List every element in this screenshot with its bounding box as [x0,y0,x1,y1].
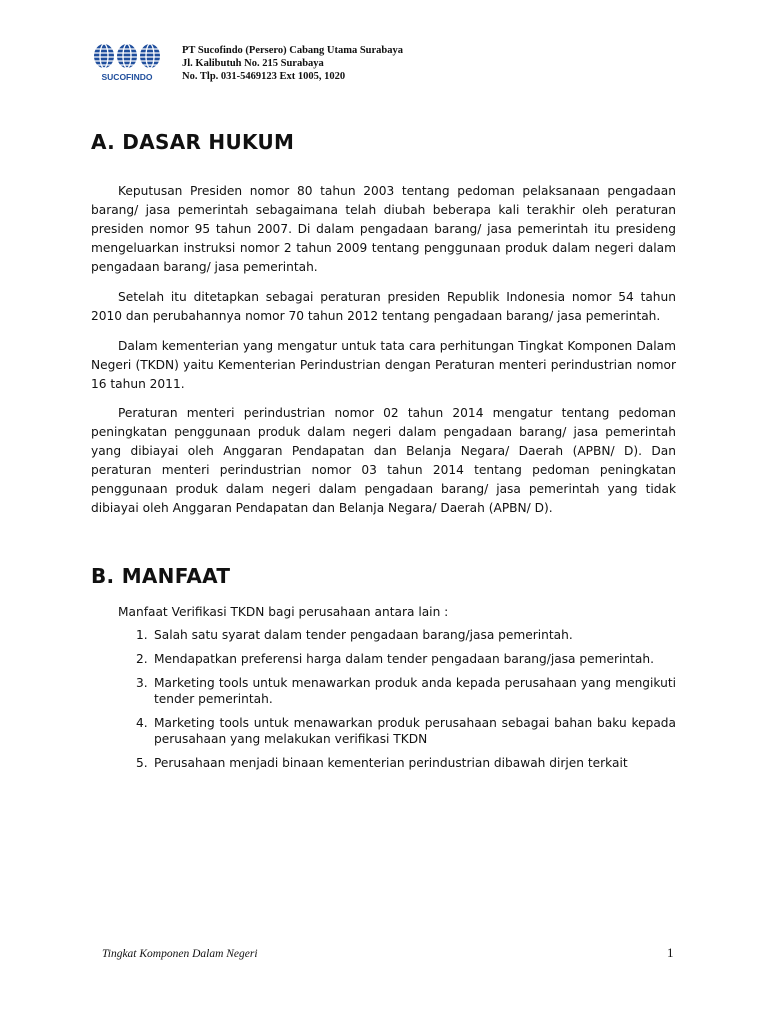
list-item [136,627,676,643]
section-a-paragraph-3: Dalam kementerian yang mengatur untuk tata cara perhitungan Tingkat Komponen Dalam Negeri (TKDN) yaitu Kementerian Perindustrian dengan Peraturan menteri perindustrian nomor 16 tahun 2011. [91,339,676,391]
list-item-text: Mendapatkan preferensi harga dalam tender pengadaan barang/jasa pemerintah. [154,652,654,666]
sucofindo-logo [92,42,162,84]
list-item-number: 3. [136,676,148,690]
section-a-paragraph-1: Keputusan Presiden nomor 80 tahun 2003 tentang pedoman pelaksanaan pengadaan barang/ jasa pemerintah sebagaimana telah diubah beberapa kali terakhir oleh peraturan presiden nomor 95 tahun 2007. Di dalam pengadaan barang/ jasa pemerintah itu presideng mengeluarkan instruksi nomor 2 tahun 2009 tentang penggunaan produk dalam negeri dalam pengadaan barang/ jasa pemerintah. [91,184,676,274]
list-item-text: Marketing tools untuk menawarkan produk anda kepada perusahaan yang mengikuti tender pemerintah. [154,676,676,706]
section-a-paragraph-2: Setelah itu ditetapkan sebagai peraturan presiden Republik Indonesia nomor 54 tahun 2010 dan perubahannya nomor 70 tahun 2012 tentang pengadaan barang/ jasa pemerintah. [91,290,676,323]
benefit-list [136,627,676,779]
footer-title: Tingkat Komponen Dalam Negeri [102,948,258,960]
list-item-text: Marketing tools untuk menawarkan produk perusahaan sebagai bahan baku kepada perusahaan yang melakukan verifikasi TKDN [154,716,676,746]
list-item-number: 2. [136,652,148,666]
list-item [136,651,676,667]
list-item [136,755,676,771]
list-item [136,715,676,747]
list-item-text: Salah satu syarat dalam tender pengadaan barang/jasa pemerintah. [154,628,573,642]
page-number: 1 [667,945,674,960]
company-name: PT Sucofindo (Persero) Cabang Utama Surabaya [182,45,403,56]
list-item-number: 1. [136,628,148,642]
section-a-paragraph-4: Peraturan menteri perindustrian nomor 02 tahun 2014 mengatur tentang pedoman peningkatan penggunaan produk dalam negeri dalam pengadaan barang/ jasa pemerintah yang dibiayai oleh Anggaran Pendapatan dan Belanja Negara/ Daerah (APBN/ D). Dan peraturan menteri perindustrian nomor 03 tahun 2014 tentang pedoman peningkatan penggunaan produk dalam negeri dalam pengadaan barang/ jasa pemerintah yang tidak dibiayai oleh Anggaran Pendapatan dan Belanja Negara/ Daerah (APBN/ D). [91,406,676,515]
section-b-title: B. MANFAAT [91,564,231,588]
section-b-intro: Manfaat Verifikasi TKDN bagi perusahaan antara lain : [118,605,449,619]
list-item-number: 4. [136,716,148,730]
company-phone: No. Tlp. 031-5469123 Ext 1005, 1020 [182,71,346,82]
section-a-title: A. DASAR HUKUM [91,130,295,154]
list-item-text: Perusahaan menjadi binaan kementerian perindustrian dibawah dirjen terkait [154,756,628,770]
company-address: Jl. Kalibutuh No. 215 Surabaya [182,58,324,69]
logo-wordmark: SUCOFINDO [101,72,153,82]
letterhead [182,44,403,83]
list-item-number: 5. [136,756,148,770]
list-item [136,675,676,707]
